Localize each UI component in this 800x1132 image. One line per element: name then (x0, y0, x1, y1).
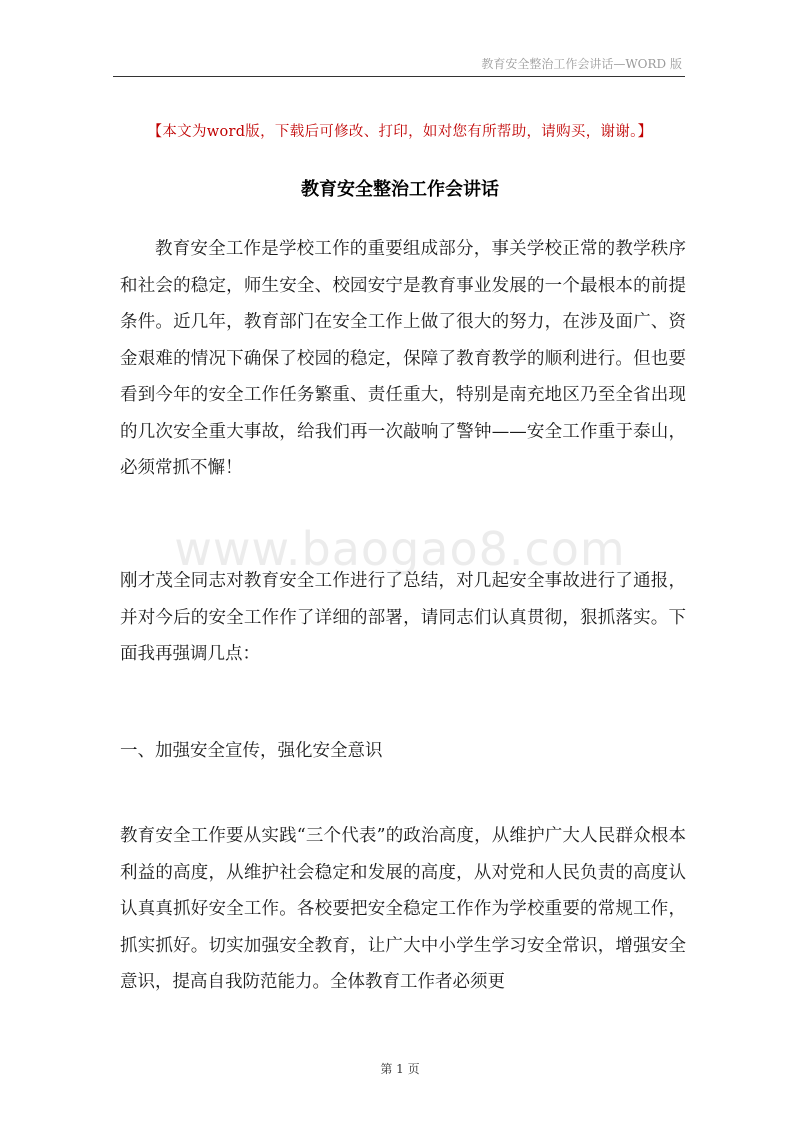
download-notice: 【本文为word版，下载后可修改、打印，如对您有所帮助，请购买，谢谢。】 (147, 124, 653, 140)
section-heading-1: 一、加强安全宣传，强化安全意识 (120, 741, 383, 761)
page-number: 第 1 页 (380, 1062, 420, 1076)
paragraph-summary: 刚才茂全同志对教育安全工作进行了总结，对几起安全事故进行了通报，并对今后的安全工作作了详细的部署，请同志们认真贯彻，狠抓落实。下面我再强调几点： (120, 571, 686, 664)
document-title: 教育安全整治工作会讲话 (301, 179, 499, 200)
paragraph-intro: 教育安全工作是学校工作的重要组成部分，事关学校正常的教学秩序和社会的稳定，师生安全、校园安宁是教育事业发展的一个最根本的前提条件。近几年，教育部门在安全工作上做了很大的努力，在涉及面广、资金艰难的情况下确保了校园的稳定，保障了教育教学的顺利进行。但也要看到今年的安全工作任务繁重、责任重大，特别是南充地区乃至全省出现的几次安全重大事故，给我们再一次敲响了警钟——安全工作重于泰山，必须常抓不懈！ (120, 239, 686, 478)
watermark: www.baogao8.com (174, 522, 626, 576)
running-header: 教育安全整治工作会讲话—WORD 版 (481, 57, 682, 71)
header-divider (113, 76, 685, 77)
paragraph-section-1: 教育安全工作要从实践“三个代表”的政治高度，从维护广大人民群众根本利益的高度，从维护社会稳定和发展的高度，从对党和人民负责的高度认认真真抓好安全工作。各校要把安全稳定工作作为学校重要的常规工作，抓实抓好。切实加强安全教育，让广大中小学生学习安全常识，增强安全意识，提高自我防范能力。全体教育工作者必须更 (120, 826, 686, 992)
